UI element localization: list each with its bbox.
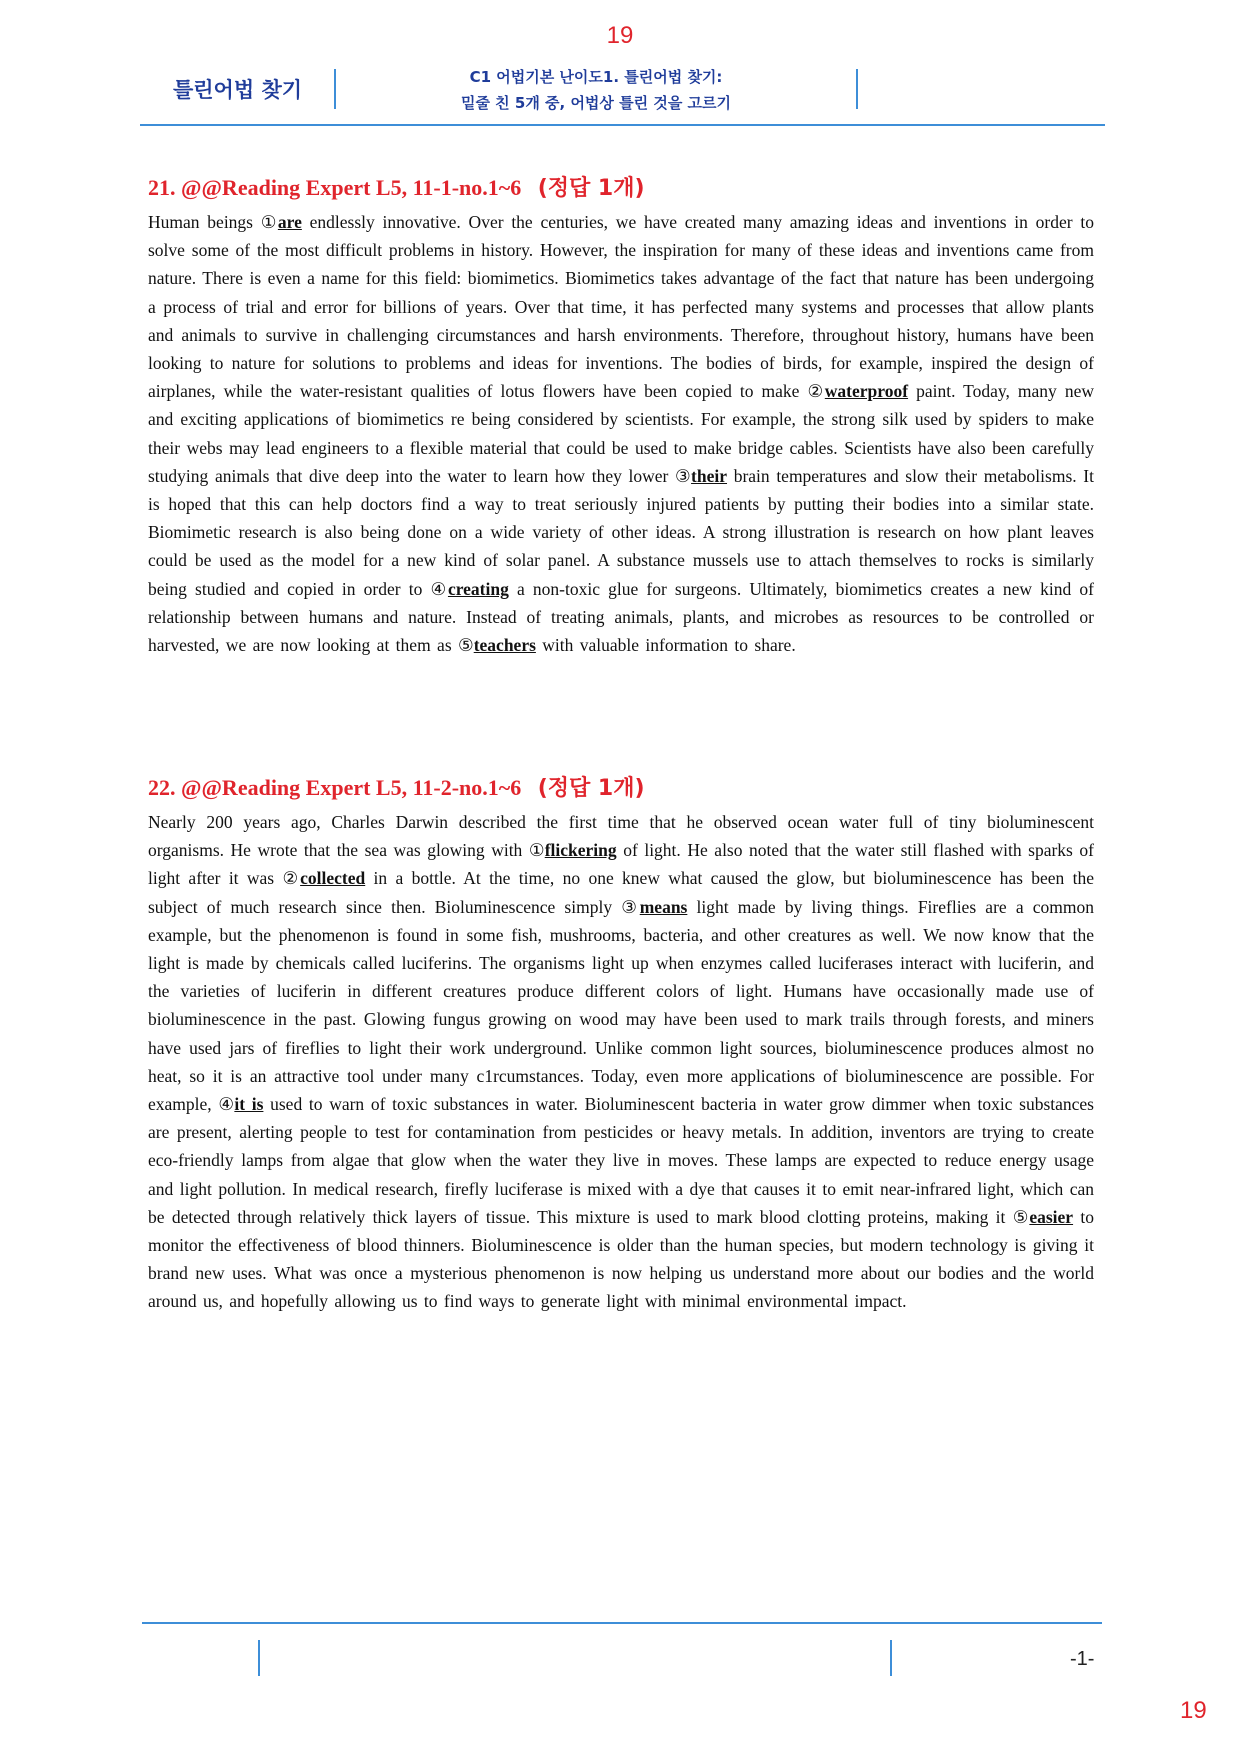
underlined-choice-3: means	[639, 896, 688, 917]
footer-page-mark: -1-	[1070, 1648, 1095, 1670]
underlined-choice-4: it is	[234, 1094, 264, 1115]
passage-text	[148, 808, 1094, 1316]
passage-segment: brain temperatures and slow their metabolisms. It is hoped that this can help doctors find a way to treat seriously injured patients by putting their bodies into a similar state. Biomimetic research is also being done on a wide variety of other ideas. A strong illustration is research on how plant leaves could be used as the model for a new kind of solar panel. A substance mussels use to attach themselves to rocks is similarly being studied and copied in order to ④	[148, 465, 1094, 599]
passage-segment: of light. He also noted that the water still flashed with sparks of light after it was ②	[148, 840, 1094, 889]
underlined-choice-5: teachers	[473, 635, 536, 656]
question-21	[148, 168, 1094, 659]
underlined-choice-1: are	[277, 212, 302, 232]
header-divider-left	[334, 69, 336, 109]
passage-segment: light made by living things. Fireflies are a common example, but the phenomenon is found in some fish, mushrooms, bacteria, and other creatures as well. We now know that the light is made by chemicals called luciferins. The organisms light up when enzymes called luciferases interact with luciferin, and the varieties of luciferin in different creatures produce different colors of light. Humans have occasionally made use of bioluminescence in the past. Glowing fungus growing on wood may have been used to mark trails through forests, and miners have used jars of fireflies to light their work underground. Unlike common light sources, bioluminescence produces almost no heat, so it is an attractive tool under many c1rcumstances. Today, even more applications of bioluminescence are possible. For example, ④	[148, 896, 1094, 1115]
header-subtitle	[338, 64, 854, 116]
question-title	[148, 768, 1094, 808]
passage-segment: to monitor the effectiveness of blood thinners. Bioluminescence is older than the human species, but modern technology is giving it brand new uses. What was once a mysterious phenomenon is now helping us understand more about our bodies and the world around us, and hopefully allowing us to find ways to generate light with minimal environmental impact.	[148, 1206, 1094, 1312]
answer-note: (정답 1개)	[537, 176, 645, 201]
header-subtitle-line1: C1 어법기본 난이도1. 틀린어법 찾기:	[469, 68, 723, 86]
question-title-text: 22. @@Reading Expert L5, 11-2-no.1~6	[148, 775, 522, 800]
page-number-top: 19	[606, 22, 634, 49]
underlined-choice-1: flickering	[544, 840, 617, 861]
passage-segment: with valuable information to share.	[535, 635, 796, 656]
passage-segment: a non-toxic glue for surgeons. Ultimately, biomimetics creates a new kind of relationship between humans and nature. Instead of treating animals, plants, and microbes as resources to be controlled or harvested, we are now looking at them as ⑤	[148, 578, 1094, 656]
question-title-text: 21. @@Reading Expert L5, 11-1-no.1~6	[148, 175, 522, 200]
footer-divider-right	[890, 1640, 892, 1676]
passage-segment: in a bottle. At the time, no one knew what caused the glow, but bioluminescence has been the subject of much research since then. Bioluminescence simply ③	[148, 868, 1094, 917]
passage-segment: Nearly 200 years ago, Charles Darwin described the first time that he observed ocean water full of tiny bioluminescent organisms. He wrote that the sea was glowing with ①	[148, 812, 1094, 861]
footer-rule	[142, 1622, 1102, 1624]
question-title	[148, 168, 1094, 208]
underlined-choice-5: easier	[1029, 1206, 1074, 1227]
question-22	[148, 768, 1094, 1316]
footer-divider-left	[258, 1640, 260, 1676]
header-subtitle-line2: 밑줄 친 5개 중, 어법상 틀린 것을 고르기	[460, 94, 732, 112]
header-title: 틀린어법 찾기	[172, 78, 303, 102]
underlined-choice-2: collected	[300, 868, 366, 889]
passage-text	[148, 208, 1094, 659]
passage-segment: endlessly innovative. Over the centuries, we have created many amazing ideas and inventions in order to solve some of the most difficult problems in history. However, the inspiration for many of these ideas and inventions came from nature. There is even a name for this field: biomimetics. Biomimetics takes advantage of the fact that nature has been undergoing a process of trial and error for billions of years. Over that time, it has perfected many systems and processes that allow plants and animals to survive in challenging circumstances and harsh environments. Therefore, throughout history, humans have been looking to nature for solutions to problems and ideas for inventions. The bodies of birds, for example, inspired the design of airplanes, while the water-resistant qualities of lotus flowers have been copied to make ②	[148, 212, 1094, 402]
passage-segment: paint. Today, many new and exciting applications of biomimetics re being considered by scientists. For example, the strong silk used by spiders to make their webs may lead engineers to a flexible material that could be used to make bridge cables. Scientists have also been carefully studying animals that dive deep into the water to learn how they lower ③	[148, 381, 1094, 486]
underlined-choice-4: creating	[447, 578, 509, 599]
page-header	[140, 62, 1105, 126]
passage-segment: used to warn of toxic substances in water. Bioluminescent bacteria in water grow dimmer when toxic substances are present, alerting people to test for contamination from pesticides or heavy metals. In addition, inventors are trying to create eco-friendly lamps from algae that glow when the water they live in moves. These lamps are expected to reduce energy usage and light pollution. In medical research, firefly luciferase is mixed with a dye that causes it to emit near-infrared light, which can be detected through relatively thick layers of tissue. This mixture is used to mark blood clotting proteins, making it ⑤	[148, 1094, 1094, 1227]
passage-segment: Human beings ①	[148, 212, 278, 232]
answer-note: (정답 1개)	[537, 776, 645, 801]
underlined-choice-2: waterproof	[824, 381, 909, 402]
page-number-bottom: 19	[1180, 1697, 1207, 1724]
header-divider-right	[856, 69, 858, 109]
underlined-choice-3: their	[691, 465, 728, 486]
